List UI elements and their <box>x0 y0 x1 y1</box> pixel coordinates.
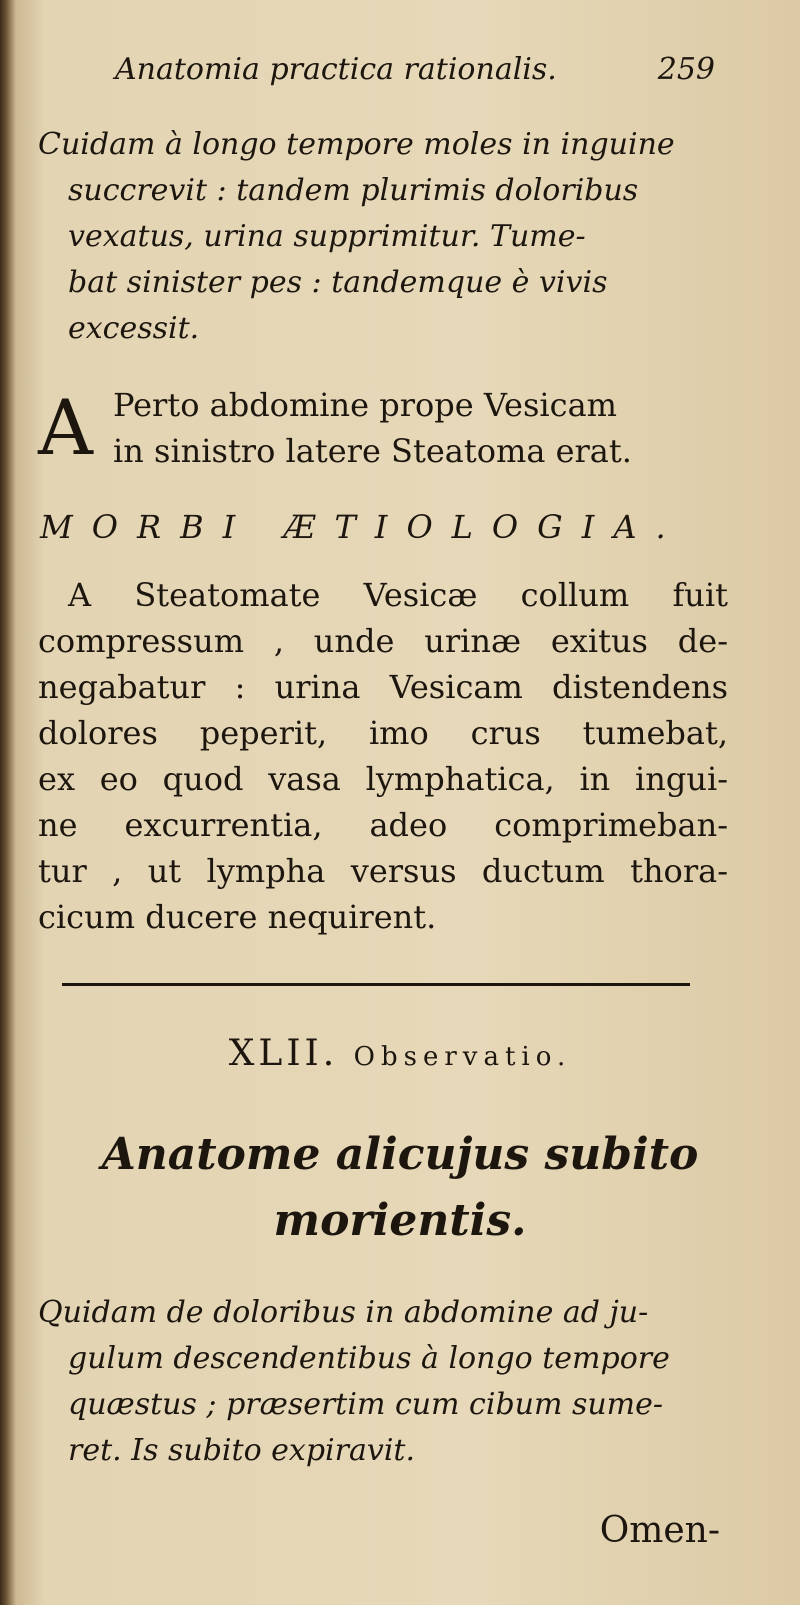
aetiology-paragraph <box>38 572 728 940</box>
drop-cap: A <box>38 383 93 472</box>
text-line: ne excurrentia, adeo comprimeban- <box>38 806 728 844</box>
case-description-one <box>38 122 718 352</box>
text-line: excessit. <box>68 311 200 346</box>
text-line: vexatus, urina supprimitur. Tume- <box>68 219 586 254</box>
observation-label: Observatio. <box>353 1042 572 1072</box>
text-line: Quidam de doloribus in abdomine ad ju- <box>38 1295 649 1330</box>
case-description-two <box>38 1290 728 1474</box>
catchword: Omen- <box>599 1510 720 1551</box>
text-line: bat sinister pes : tandemque è vivis <box>68 265 608 300</box>
title-line: Anatome alicujus subito <box>101 1129 699 1180</box>
dissection-finding <box>38 382 718 482</box>
text-line: ret. Is subito expiravit. <box>68 1433 416 1468</box>
observation-heading <box>40 1033 760 1074</box>
text-line: Perto abdomine prope Vesicam <box>113 386 617 424</box>
page-header <box>115 52 715 96</box>
text-line: in sinistro latere Steatoma erat. <box>113 432 632 470</box>
page-number: 259 <box>657 52 715 87</box>
text-line: ex eo quod vasa lymphatica, in ingui- <box>38 760 728 798</box>
text-line: gulum descendentibus à longo tempore <box>68 1341 670 1376</box>
text-line: A Steatomate Vesicæ collum fuit <box>68 576 728 614</box>
observation-title <box>40 1122 760 1254</box>
text-line: quæstus ; præsertim cum cibum sume- <box>68 1387 664 1422</box>
observation-number: XLII. <box>228 1033 339 1074</box>
text-line: compressum , unde urinæ exitus de- <box>38 622 728 660</box>
text-line: tur , ut lympha versus ductum thora- <box>38 852 728 890</box>
running-title: Anatomia practica rationalis. <box>115 52 557 87</box>
title-line: morientis. <box>273 1195 527 1246</box>
text-line: Cuidam à longo tempore moles in inguine <box>38 127 675 162</box>
text-line: dolores peperit, imo crus tumebat, <box>38 714 728 752</box>
section-divider <box>62 983 690 986</box>
text-line: negabatur : urina Vesicam distendens <box>38 668 728 706</box>
text-line: succrevit : tandem plurimis doloribus <box>68 173 639 208</box>
aetiology-heading: MORBI ÆTIOLOGIA. <box>40 508 685 546</box>
text-line: cicum ducere nequirent. <box>38 898 437 936</box>
